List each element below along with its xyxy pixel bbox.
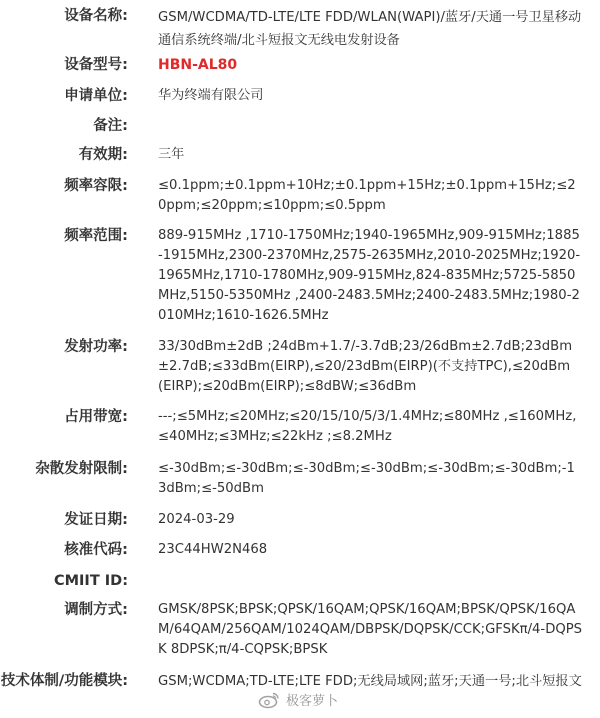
approval-code-label: 核准代码: bbox=[64, 542, 128, 558]
transmit-power-row bbox=[0, 337, 583, 397]
modulation-row bbox=[0, 600, 583, 660]
device-name-row bbox=[0, 6, 583, 52]
spurious-emission-label: 杂散发射限制: bbox=[35, 461, 128, 477]
modulation-label: 调制方式: bbox=[64, 602, 128, 618]
technology-value: GSM;WCDMA;TD-LTE;LTE FDD;无线局域网;蓝牙;天通一号;北斗短报文 bbox=[158, 674, 582, 689]
frequency-tolerance-label: 频率容限: bbox=[64, 178, 128, 194]
device-model-row bbox=[0, 55, 583, 75]
frequency-range-label: 频率范围: bbox=[64, 228, 128, 244]
transmit-power-value: 33/30dBm±2dB ;24dBm+1.7/-3.7dB;23/26dBm±2.7dB;23dBm±2.7dB;≤33dBm(EIRP),≤20/23dBm(EIRP)(不支持TPC),≤20dBm(EIRP);≤20dBm(EIRP);≤8dBW;≤36dBm bbox=[158, 339, 573, 394]
applicant-value: 华为终端有限公司 bbox=[158, 88, 264, 103]
validity-row bbox=[0, 145, 583, 165]
device-model-label: 设备型号: bbox=[64, 57, 128, 73]
occupied-bandwidth-label: 占用带宽: bbox=[64, 409, 128, 425]
spurious-emission-value: ≤-30dBm;≤-30dBm;≤-30dBm;≤-30dBm;≤-30dBm;≤-30dBm;-13dBm;≤-50dBm bbox=[158, 461, 575, 496]
validity-label: 有效期: bbox=[78, 147, 128, 163]
issue-date-row bbox=[0, 510, 583, 530]
device-name-label: 设备名称: bbox=[64, 8, 128, 24]
remarks-row bbox=[0, 116, 583, 136]
device-name-value: GSM/WCDMA/TD-LTE/LTE FDD/WLAN(WAPI)/蓝牙/天通一号卫星移动通信系统终端/北斗短报文无线电发射设备 bbox=[158, 10, 582, 48]
technology-row bbox=[0, 672, 583, 692]
issue-date-label: 发证日期: bbox=[64, 512, 128, 528]
validity-value: 三年 bbox=[158, 147, 185, 162]
cmiit-id-row bbox=[0, 571, 583, 591]
weibo-icon bbox=[258, 691, 280, 709]
technology-label: 技术体制/功能模块: bbox=[0, 673, 128, 689]
frequency-range-row bbox=[0, 226, 583, 326]
issue-date-value: 2024-03-29 bbox=[158, 512, 235, 527]
approval-code-value: 23C44HW2N468 bbox=[158, 542, 268, 557]
modulation-value: GMSK/8PSK;BPSK;QPSK/16QAM;QPSK/16QAM;BPSK/QPSK/16QAM/64QAM/256QAM/1024QAM/DBPSK/DQPSK/CCK;GFSKπ/4-DQPSK 8DPSK;π/4-CQPSK;BPSK bbox=[158, 602, 583, 657]
remarks-label: 备注: bbox=[93, 118, 128, 134]
frequency-tolerance-value: ≤0.1ppm;±0.1ppm+10Hz;±0.1ppm+15Hz;±0.1ppm+15Hz;≤20ppm;≤20ppm;≤10ppm;≤0.5ppm bbox=[158, 178, 576, 213]
applicant-row bbox=[0, 86, 583, 106]
transmit-power-label: 发射功率: bbox=[64, 339, 128, 355]
applicant-label: 申请单位: bbox=[64, 88, 128, 104]
device-model-value: HBN-AL80 bbox=[158, 57, 238, 73]
approval-code-row bbox=[0, 540, 583, 560]
spurious-emission-row bbox=[0, 459, 583, 499]
frequency-tolerance-row bbox=[0, 176, 583, 216]
watermark-text: 极客萝卜 bbox=[286, 694, 339, 709]
occupied-bandwidth-row bbox=[0, 407, 583, 447]
occupied-bandwidth-value: ---;≤5MHz;≤20MHz;≤20/15/10/5/3/1.4MHz;≤80MHz ,≤160MHz,≤40MHz;≤3MHz;≤22kHz ;≤8.2MHz bbox=[158, 409, 577, 444]
weibo-watermark bbox=[258, 690, 338, 709]
frequency-range-value: 889-915MHz ,1710-1750MHz;1940-1965MHz,909-915MHz;1885-1915MHz,2300-2370MHz,2575-2635MHz,2010-2025MHz;1920-1965MHz,1710-1780MHz,909-915MHz,824-835MHz;5725-5850MHz,5150-5350MHz ,2400-2483.5MHz;2400-2483.5MHz;1980-2010MHz;1610-1626.5MHz bbox=[158, 228, 581, 323]
cmiit-id-label: CMIIT ID: bbox=[53, 573, 128, 589]
